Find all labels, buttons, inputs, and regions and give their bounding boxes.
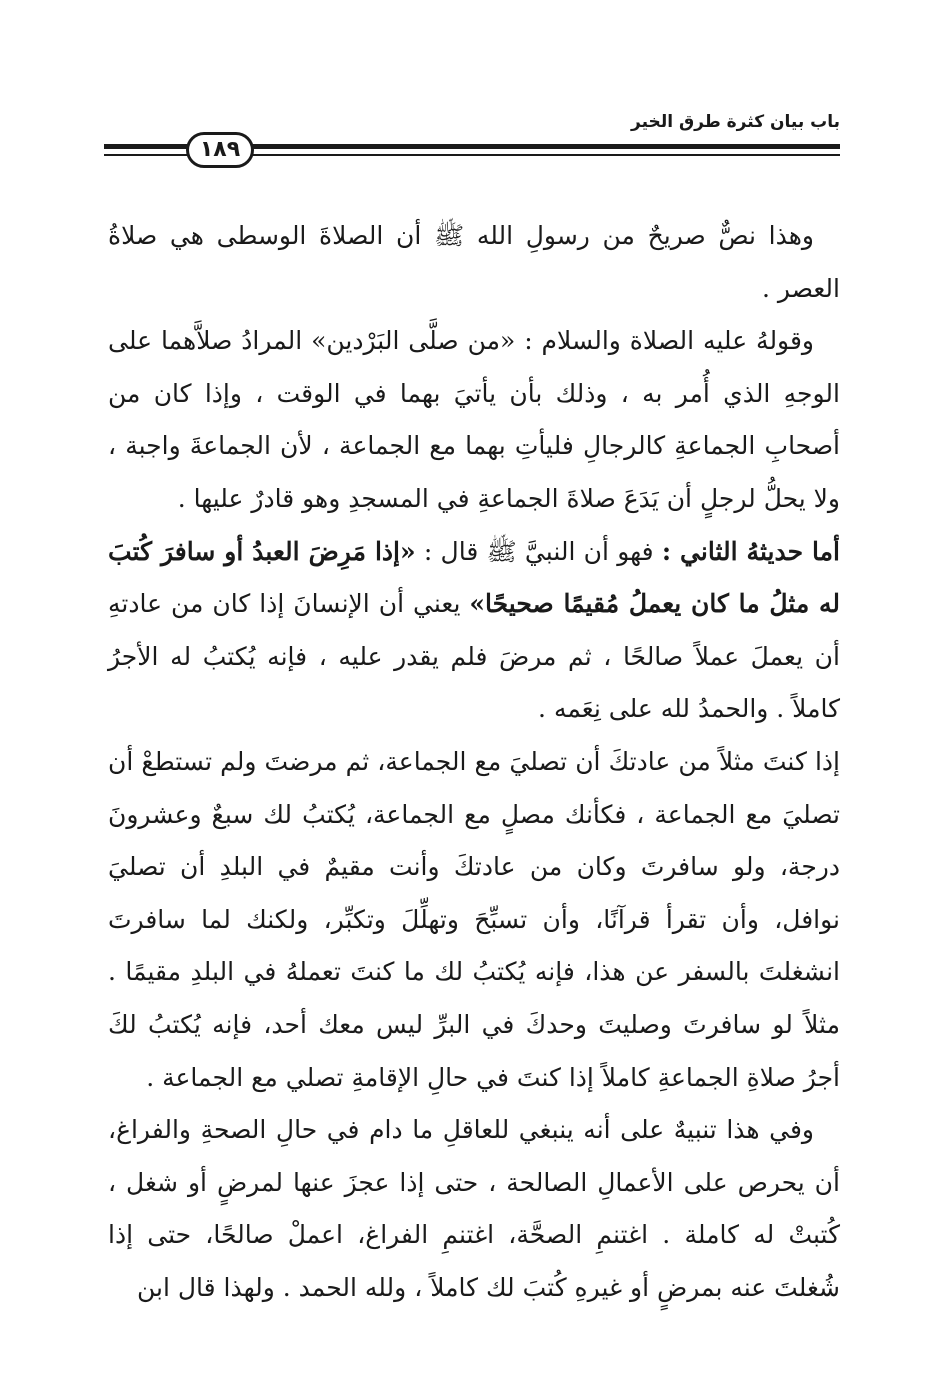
paragraph-3-lead: أما حديثهُ الثاني :: [661, 536, 840, 566]
body-text: [108, 210, 840, 1314]
paragraph-4: إذا كنتَ مثلاً من عادتكَ أن تصليَ مع الجماعة، ثم مرضتَ ولم تستطعْ أن تصليَ مع الجماعة ، فكأنك مصلٍ مع الجماعة، يُكتبُ لك سبعٌ وعشرونَ درجة، ولو سافرتَ وكان من عادتكَ وأنت مقيمٌ في البلدِ أن تصليَ نوافل، وأن تقرأ قرآنًا، وأن تسبِّحَ وتهلِّلَ وتكبِّر، ولكنك لما سافرتَ انشغلتَ بالسفر عن هذا، فإنه يُكتبُ لك ما كنتَ تعملهُ في البلدِ مقيمًا . مثلاً لو سافرتَ وصليتَ وحدكَ في البرِّ ليس معك أحد، فإنه يُكتبُ لكَ أجرُ صلاةِ الجماعةِ كاملاً إذا كنتَ في حالِ الإقامةِ تصلي مع الجماعة .: [108, 746, 840, 1092]
page-number: ١٨٩: [186, 132, 254, 168]
paragraph-3: [108, 526, 840, 736]
paragraph-2: وقولهُ عليه الصلاة والسلام : «من صلَّى البَرْدين» المرادُ صلاَّهما على الوجهِ الذي أُمر به ، وذلك بأن يأتيَ بهما في الوقت ، وإذا كان من أصحابِ الجماعةِ كالرجالِ فليأتِ بهما مع الجماعة ، لأن الجماعةَ واجبة ، ولا يحلُّ لرجلٍ أن يَدَعَ صلاةَ الجماعةِ في المسجدِ وهو قادرٌ عليها .: [108, 326, 840, 513]
paragraph-1: وهذا نصٌّ صريحٌ من رسولِ الله ﷺ أن الصلاةَ الوسطى هي صلاةُ العصر .: [108, 221, 840, 303]
running-header-title: باب بيان كثرة طرق الخير: [631, 112, 840, 132]
paragraph-5: وفي هذا تنبيهٌ على أنه ينبغي للعاقلِ ما دام في حالِ الصحةِ والفراغ، أن يحرص على الأعمالِ الصالحة ، حتى إذا عجزَ عنها لمرضٍ أو شغل ، كُتبتْ له كاملة . اغتنمِ الصحَّة، اغتنمِ الفراغ، اعملْ صالحًا، حتى إذا شُغلتَ عنه بمرضٍ أو غيرهِ كُتبَ لك كاملاً ، ولله الحمد . ولهذا قال ابن: [108, 1115, 840, 1302]
paragraph-3-text: يعني أن الإنسانَ إذا كان من عادتهِ أن يعملَ عملاً صالحًا ، ثم مرضَ فلم يقدر عليه ، فإنه يُكتبُ له الأجرُ كاملاً . والحمدُ لله على نِعَمه .: [108, 589, 840, 724]
paragraph-3-intro: فهو أن النبيَّ ﷺ قال :: [415, 536, 662, 566]
hadith-quote: «إذا مَرِضَ العبدُ أو سافرَ كُتبَ له مثلُ ما كان يعملُ مُقيمًا صحيحًا»: [108, 536, 840, 619]
